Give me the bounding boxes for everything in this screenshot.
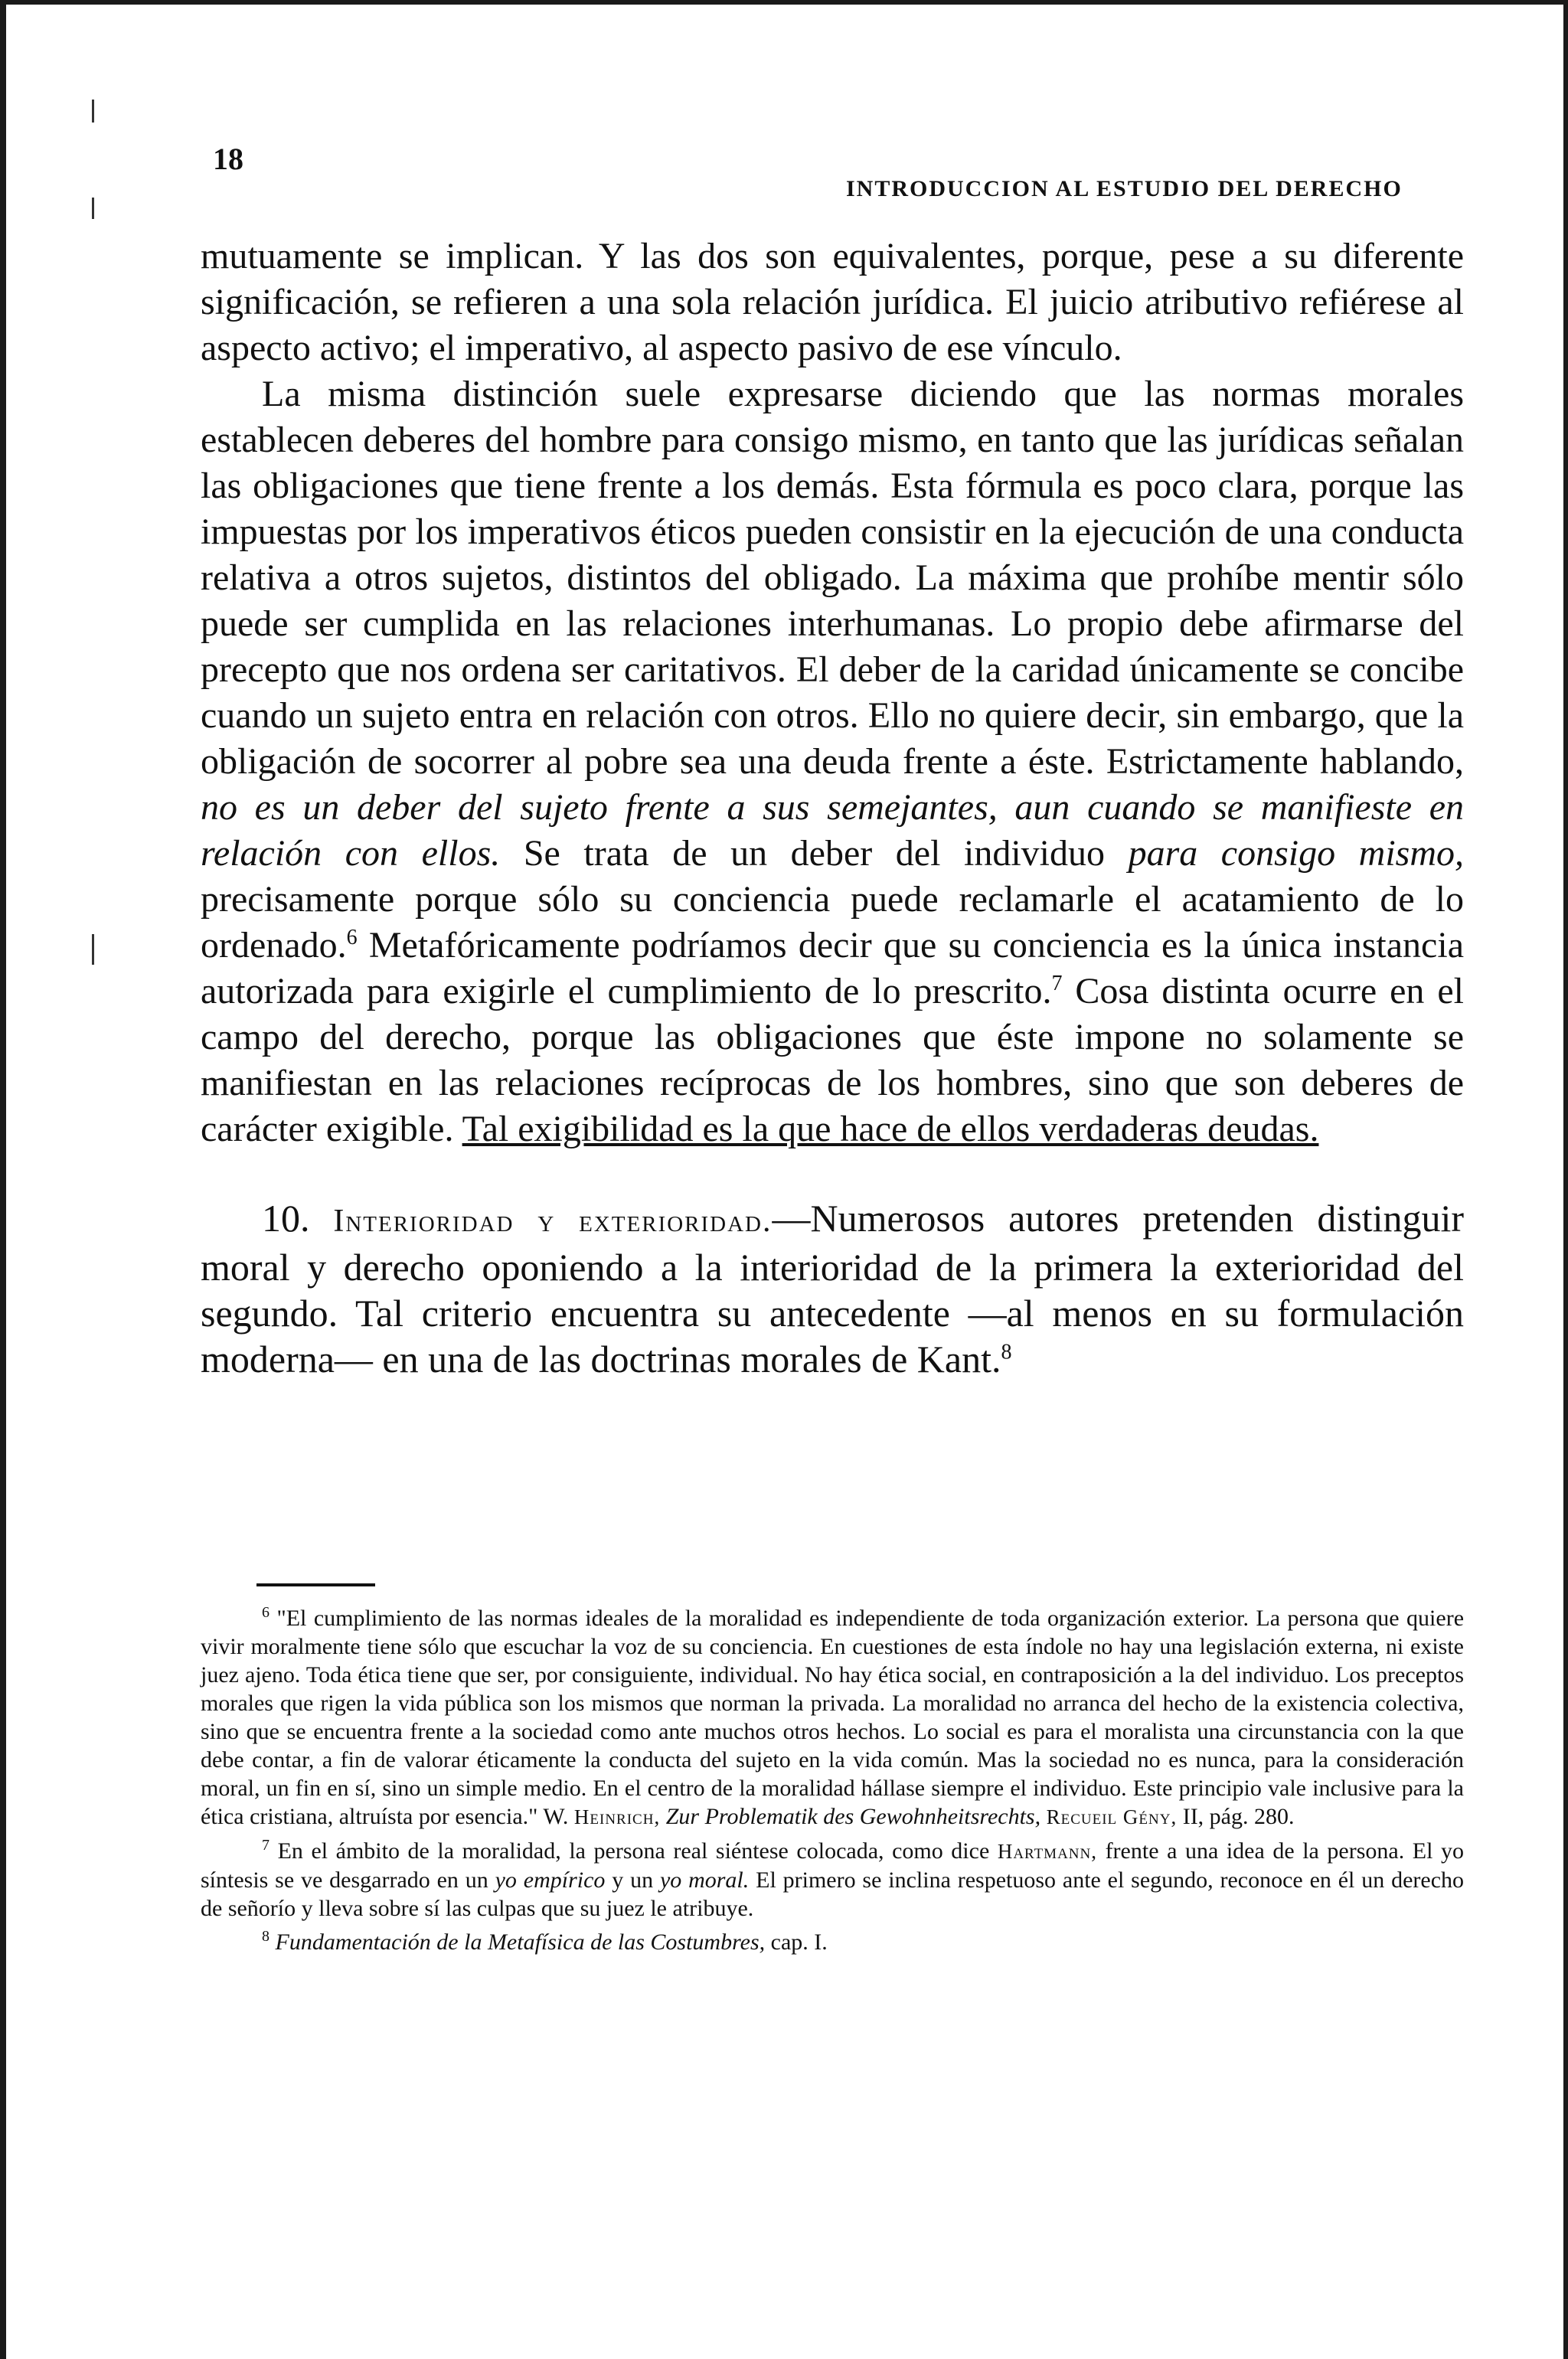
- paragraph-main: La misma distinción suele expresarse diciendo que las normas morales establecen deberes del hombre para consigo mismo, en tanto que las jurídicas señalan las obligaciones que tiene frente a los demás. Esta fórmula es poco clara, porque las impuestas por los imperativos éticos pueden consistir en la ejecución de una conducta relativa a otros sujetos, distintos del obligado. La máxima que prohíbe mentir sólo puede ser cumplida en las relaciones interhumanas. Lo propio debe afirmarse del precepto que nos ordena ser caritativos. El deber de la caridad únicamente se concibe cuando un sujeto entra en relación con otros. Ello no quiere decir, sin embargo, que la obligación de socorrer al pobre sea una deuda frente a éste. Estrictamente hablando, no es un deber del sujeto frente a sus semejantes, aun cuando se manifieste en relación con ellos. Se trata de un deber del individuo para consigo mismo, precisamente porque sólo su conciencia puede reclamarle el acatamiento de lo ordenado.$^6$ Metafóricamente podríamos decir que su conciencia es la única instancia autorizada para exigirle el cumplimiento de lo prescrito.$^7$ Cosa distinta ocurre en el campo del derecho, porque las obligaciones que éste impone no solamente se manifiestan en las relaciones recíprocas de los hombres, sino que son deberes de carácter exigible. Tal exigibilidad es la que hace de ellos verdaderas deudas.: [201, 374, 1465, 1149]
- footnote-ref-7[interactable]: 7: [1051, 972, 1063, 995]
- footnote-ref-8[interactable]: 8: [1001, 1340, 1012, 1364]
- section-number: 10.: [262, 1197, 310, 1240]
- footnote-ref-6[interactable]: 6: [346, 926, 358, 949]
- main-text: [201, 234, 1464, 1382]
- section-title: Interioridad y exterioridad.: [333, 1204, 773, 1239]
- margin-mark: [92, 934, 94, 965]
- paragraph-continuation: mutuamente se implican. Y las dos son equivalentes, porque, pese a su diferente significación, se refieren a una sola relación jurídica. El juicio atributivo refiérese al aspecto activo; el imperativo, al aspecto pasivo de ese vínculo.: [201, 236, 1464, 368]
- footnote-8: $^8$ Fundamentación de la Metafísica de las Costumbres, cap. I.: [262, 1928, 828, 1955]
- scan-right-edge: [1563, 0, 1568, 2359]
- footnote-6: $^6$ "El cumplimiento de las normas ideales de la moralidad es independiente de toda organización exterior. La persona que quiere vivir moralmente tiene sólo que escuchar la voz de su conciencia. En cuestiones de esta índole no hay una legislación externa, ni existe juez ajeno. Toda ética tiene que ser, por consiguiente, individual. No hay ética social, en contraposición a la del individuo. Los preceptos morales que rigen la vida pública son los mismos que norman la privada. La moralidad no arranca del hecho de la existencia colectiva, sino que se encuentra frente a la sociedad como ante muchos otros hechos. Lo social es para el moralista una circunstancia con la que debe contar, a fin de valorar éticamente la conducta del sujeto en la vida común. Mas la sociedad no es nunca, para la consideración moral, un fin en sí, sino un simple medio. En el centro de la moralidad hállase siempre el individuo. Este principio vale inclusive para la ética cristiana, altruísta por esencia." W. Heinrich, Zur Problematik des Gewohnheitsrechts, Recueil Gény, II, pág. 280.: [201, 1604, 1465, 1829]
- footnote-rule: [256, 1583, 375, 1586]
- scan-top-edge: [0, 0, 1568, 5]
- footnotes: [201, 1599, 1464, 1956]
- scan-left-edge: [0, 0, 6, 2359]
- underlined-sentence: Tal exigibilidad es la que hace de ellos verdaderas deudas.: [462, 1109, 1319, 1149]
- margin-mark: [92, 100, 94, 123]
- margin-mark: [92, 198, 94, 219]
- footnote-7: $^7$ En el ámbito de la moralidad, la persona real siéntese colocada, como dice Hartmann, frente a una idea de la persona. El yo síntesis se ve desgarrado en un yo empírico y un yo moral. El primero se inclina respetuoso ante el segundo, reconoce en él un derecho de señorío y lleva sobre sí las culpas que su juez le atribuye.: [201, 1837, 1465, 1921]
- running-header: INTRODUCCION AL ESTUDIO DEL DERECHO: [846, 176, 1403, 201]
- page-number: 18: [213, 142, 243, 176]
- italic-phrase: no es un deber del sujeto frente a sus semejantes, aun cuando se manifieste en relación con ellos.: [201, 787, 1464, 874]
- italic-phrase: para consigo mismo,: [1128, 833, 1465, 874]
- section-heading: [201, 1195, 1464, 1382]
- section-text: —Numerosos autores pretenden distinguir moral y derecho oponiendo a la interioridad de la primera la exterioridad del segundo. Tal criterio encuentra su antecedente —al menos en su formulación moderna— en una de las doctrinas morales de Kant.: [201, 1197, 1464, 1380]
